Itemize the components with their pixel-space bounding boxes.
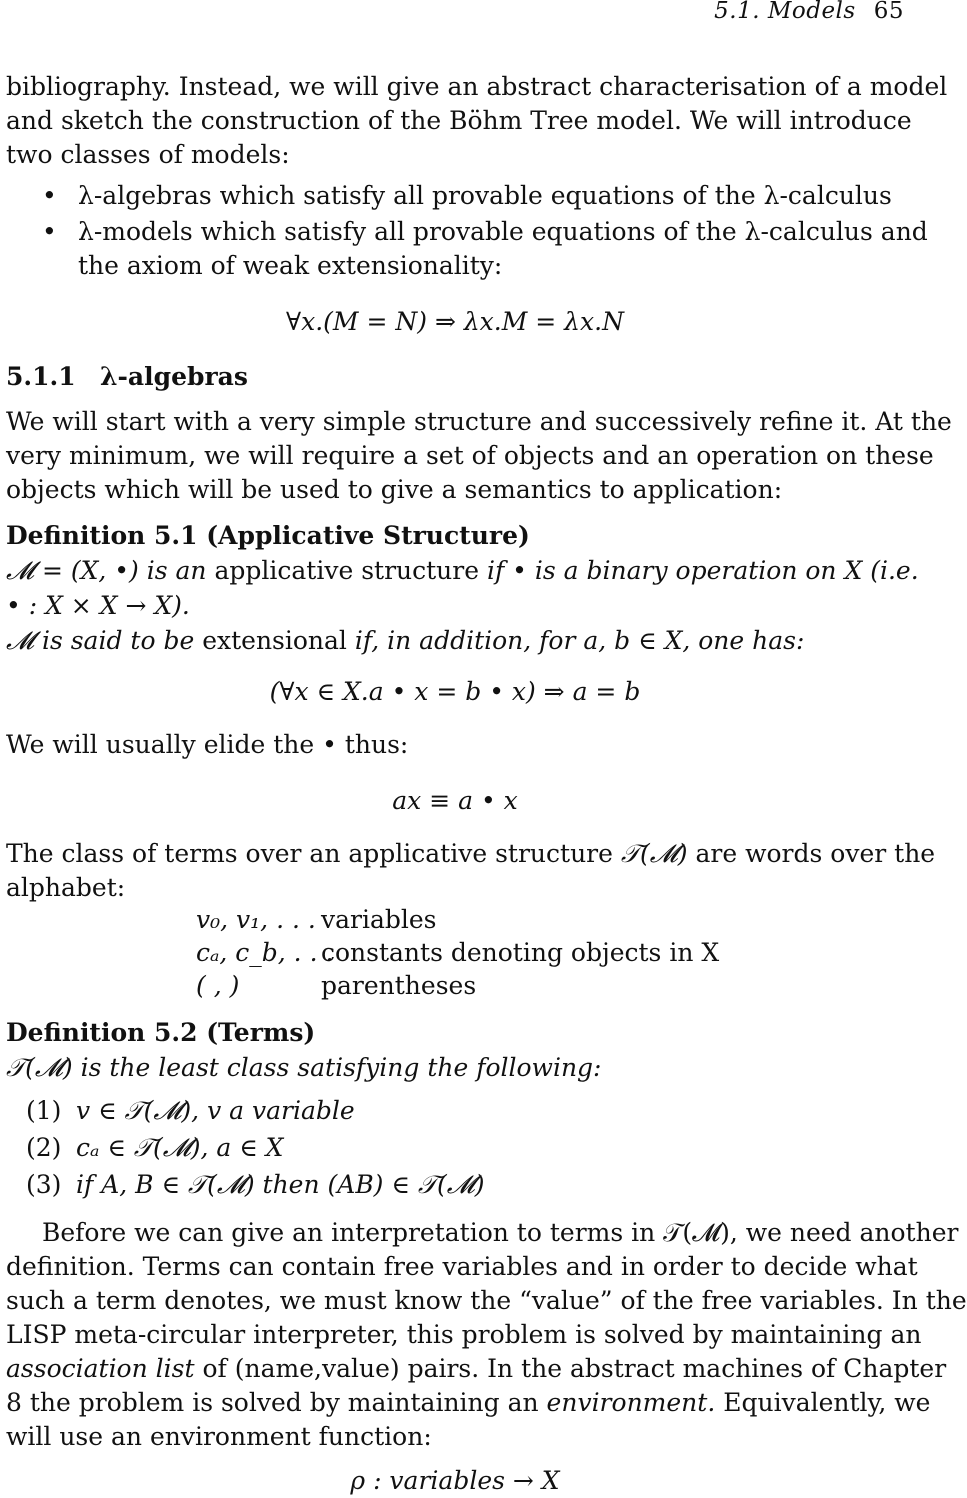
text-run: 8 the problem is solved by maintaining an bbox=[6, 1388, 539, 1417]
paragraph-line: LISP meta-circular interpreter, this problem is solved by maintaining an bbox=[6, 1320, 922, 1349]
definition-5-1-title: Definition 5.1 (Applicative Structure) bbox=[6, 521, 530, 550]
defined-term: extensional bbox=[202, 626, 347, 655]
definition-line: • : X × X → X). bbox=[6, 591, 190, 620]
definition-phrase: is an bbox=[146, 556, 207, 585]
list-item bbox=[26, 1092, 485, 1129]
definition-5-2-title: Definition 5.2 (Terms) bbox=[6, 1018, 316, 1047]
alphabet-row bbox=[196, 903, 796, 936]
paragraph-line bbox=[6, 837, 936, 871]
rule-number: (3) bbox=[26, 1170, 62, 1199]
emphasized-term: environment. bbox=[546, 1388, 716, 1417]
definition-phrase: 𝓜 is said to be bbox=[6, 626, 195, 655]
paragraph-line: Before we can give an interpretation to terms in 𝒯(𝓜), we need another bbox=[42, 1218, 959, 1247]
paragraph-line: very minimum, we will require a set of objects and an operation on these bbox=[6, 441, 934, 470]
rule-text: v ∈ 𝒯(𝓜), v a variable bbox=[76, 1096, 355, 1125]
rule-number: (1) bbox=[26, 1096, 62, 1125]
running-header bbox=[714, 0, 904, 24]
defined-term: applicative structure bbox=[214, 556, 480, 585]
paragraph-line: will use an environment function: bbox=[6, 1422, 432, 1451]
paragraph-line bbox=[6, 1352, 947, 1386]
rule-number: (2) bbox=[26, 1133, 62, 1162]
definition-phrase: if • is a binary operation on X (i.e. bbox=[486, 556, 919, 585]
intro-line: and sketch the construction of the Böhm Tree model. We will introduce bbox=[6, 106, 912, 135]
intro-line: bibliography. Instead, we will give an abstract characterisation of a model bbox=[6, 72, 948, 101]
text-run: Equivalently, we bbox=[723, 1388, 931, 1417]
alphabet-row bbox=[196, 969, 796, 1002]
paragraph-line: objects which will be used to give a semantics to application: bbox=[6, 475, 783, 504]
alphabet-meaning: variables bbox=[321, 905, 437, 934]
alphabet-symbols: cₐ, c_b, . . . bbox=[196, 938, 334, 967]
text-run: The class of terms over an applicative structure bbox=[6, 839, 613, 868]
model-classes-list bbox=[42, 179, 928, 283]
alphabet-table bbox=[196, 903, 796, 1002]
paragraph-line: alphabet: bbox=[6, 873, 126, 902]
paragraph-line: such a term denotes, we must know the “value” of the free variables. In the bbox=[6, 1286, 967, 1315]
list-item bbox=[26, 1129, 485, 1166]
list-item bbox=[26, 1166, 485, 1203]
alphabet-row bbox=[196, 936, 796, 969]
bullet-text: • λ-algebras which satisfy all provable equations of the λ-calculus bbox=[78, 181, 892, 210]
definition-phrase: if, in addition, for a, b ∈ X, one has: bbox=[354, 626, 805, 655]
definition-5-2-statement: 𝒯(𝓜) is the least class satisfying the following: bbox=[6, 1053, 602, 1082]
paragraph-line: We will start with a very simple structure and successively refine it. At the bbox=[6, 407, 952, 436]
list-item bbox=[42, 179, 904, 213]
text-run: of (name,value) pairs. In the abstract machines of Chapter bbox=[202, 1354, 947, 1383]
page-number: 65 bbox=[873, 0, 904, 24]
environment-function-equation: ρ : variables → X bbox=[350, 1466, 560, 1495]
structure-paragraph bbox=[6, 405, 952, 507]
rule-text: if A, B ∈ 𝒯(𝓜) then (AB) ∈ 𝒯(𝓜) bbox=[76, 1170, 485, 1199]
subsection-number: 5.1.1 bbox=[6, 362, 76, 391]
paragraph-line bbox=[6, 1386, 931, 1420]
environment-paragraph bbox=[6, 1216, 967, 1454]
extensionality-equation: (∀x ∈ X.a • x = b • x) ⇒ a = b bbox=[269, 677, 641, 706]
definition-line bbox=[6, 623, 904, 658]
alphabet-symbols: ( , ) bbox=[196, 971, 240, 1000]
rule-text: cₐ ∈ 𝒯(𝓜), a ∈ X bbox=[76, 1133, 284, 1162]
juxtaposition-equation: ax ≡ a • x bbox=[392, 786, 518, 815]
section-running-title: 5.1. Models bbox=[714, 0, 856, 24]
alphabet-meaning: constants denoting objects in X bbox=[321, 938, 720, 967]
subsection-title: λ-algebras bbox=[100, 362, 248, 391]
intro-paragraph bbox=[6, 70, 948, 172]
bullet-text: • λ-models which satisfy all provable equations of the λ-calculus and bbox=[78, 217, 928, 246]
math-expression: 𝒯(𝓜) bbox=[620, 839, 688, 868]
alphabet-meaning: parentheses bbox=[321, 971, 477, 1000]
terms-intro-paragraph bbox=[6, 837, 936, 905]
weak-extensionality-equation: ∀x.(M = N) ⇒ λx.M = λx.N bbox=[286, 307, 624, 336]
alphabet-symbols: v₀, v₁, . . . bbox=[196, 905, 316, 934]
bullet-text: the axiom of weak extensionality: bbox=[78, 251, 503, 280]
emphasized-term: association list bbox=[6, 1354, 195, 1383]
paragraph-line: definition. Terms can contain free variables and in order to decide what bbox=[6, 1252, 918, 1281]
list-item bbox=[42, 215, 928, 283]
math-expression: 𝓜 = (X, •) bbox=[6, 556, 139, 585]
definition-5-1-body bbox=[6, 553, 919, 658]
elide-sentence: We will usually elide the • thus: bbox=[6, 730, 409, 759]
intro-line: two classes of models: bbox=[6, 140, 290, 169]
term-rules-list bbox=[26, 1092, 485, 1203]
text-run: are words over the bbox=[695, 839, 936, 868]
definition-line bbox=[6, 553, 919, 588]
subsection-heading bbox=[6, 362, 248, 391]
